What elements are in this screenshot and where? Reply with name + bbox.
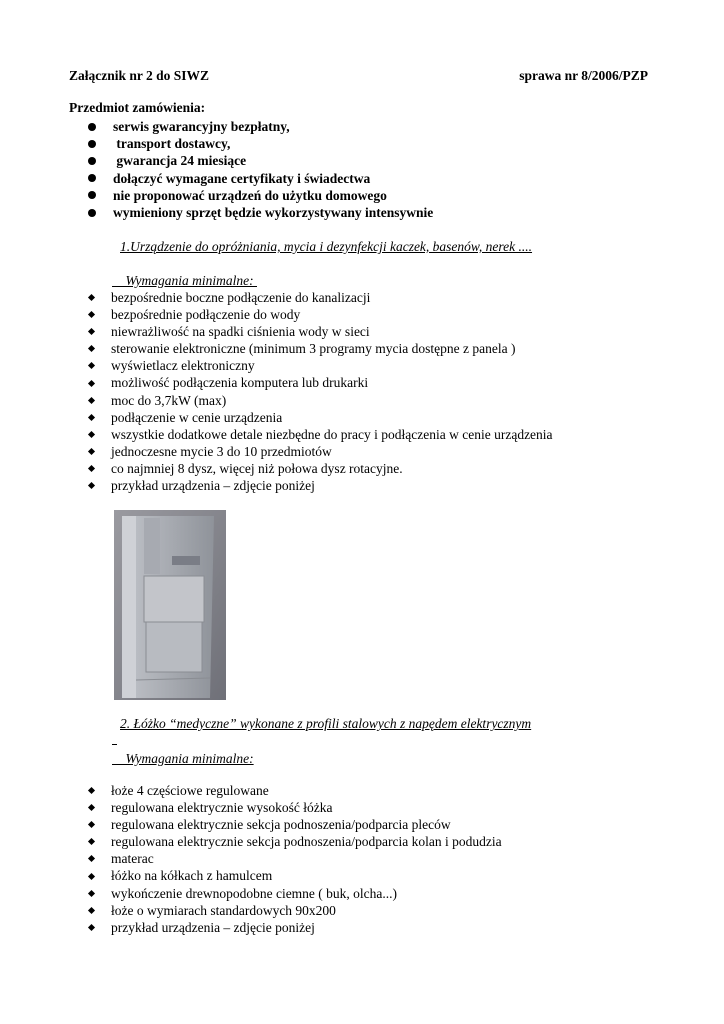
- bullet-icon: [88, 157, 96, 165]
- bullet-icon: [88, 311, 95, 318]
- list-item: niewrażliwość na spadki ciśnienia wody w sieci: [88, 323, 553, 340]
- list-item: bezpośrednie boczne podłączenie do kanalizacji: [88, 289, 553, 306]
- bullet-icon: [88, 482, 95, 489]
- subject-title: Przedmiot zamówienia:: [69, 100, 206, 115]
- section-1-title: 1.Urządzenie do opróżniania, mycia i dezynfekcji kaczek, basenów, nerek ....: [120, 239, 533, 254]
- bullet-icon: [88, 294, 95, 301]
- bullet-icon: [88, 890, 95, 897]
- bullet-icon: [88, 448, 95, 455]
- list-item: co najmniej 8 dysz, więcej niż połowa dysz rotacyjne.: [88, 460, 553, 477]
- list-item: przykład urządzenia – zdjęcie poniżej: [88, 477, 553, 494]
- list-item: wymieniony sprzęt będzie wykorzystywany intensywnie: [88, 204, 433, 221]
- list-item: materac: [88, 850, 502, 867]
- list-item: wykończenie drewnopodobne ciemne ( buk, olcha...): [88, 885, 502, 902]
- list-item: regulowana elektrycznie wysokość łóżka: [88, 799, 502, 816]
- bullet-icon: [88, 414, 95, 421]
- device-photo: [114, 510, 226, 700]
- list-item: regulowana elektrycznie sekcja podnoszenia/podparcia kolan i podudzia: [88, 833, 502, 850]
- list-item: serwis gwarancyjny bezpłatny,: [88, 118, 433, 135]
- bullet-icon: [88, 907, 95, 914]
- list-item: moc do 3,7kW (max): [88, 392, 553, 409]
- bullet-icon: [88, 397, 95, 404]
- bullet-icon: [88, 328, 95, 335]
- bullet-icon: [88, 821, 95, 828]
- section-1-requirements-label: Wymagania minimalne:: [112, 273, 257, 288]
- bullet-icon: [88, 209, 96, 217]
- list-item: gwarancja 24 miesiące: [88, 152, 433, 169]
- attachment-label: Załącznik nr 2 do SIWZ: [69, 68, 210, 83]
- bullet-icon: [88, 465, 95, 472]
- list-item: łóżko na kółkach z hamulcem: [88, 867, 502, 884]
- divider: [112, 744, 117, 745]
- list-item: transport dostawcy,: [88, 135, 433, 152]
- list-item: łoże 4 częściowe regulowane: [88, 782, 502, 799]
- bullet-icon: [88, 838, 95, 845]
- bullet-icon: [88, 379, 95, 386]
- list-item: możliwość podłączenia komputera lub drukarki: [88, 374, 553, 391]
- list-item: nie proponować urządzeń do użytku domowego: [88, 187, 433, 204]
- list-item: przykład urządzenia – zdjęcie poniżej: [88, 919, 502, 936]
- bullet-icon: [88, 804, 95, 811]
- document-header: [69, 68, 648, 84]
- general-requirements-list: [88, 118, 433, 221]
- section-2-items: [88, 782, 502, 936]
- case-number: sprawa nr 8/2006/PZP: [519, 68, 648, 83]
- list-item: dołączyć wymagane certyfikaty i świadectwa: [88, 170, 433, 187]
- bullet-icon: [88, 345, 95, 352]
- bullet-icon: [88, 431, 95, 438]
- list-item: regulowana elektrycznie sekcja podnoszenia/podparcia pleców: [88, 816, 502, 833]
- bullet-icon: [88, 362, 95, 369]
- bullet-icon: [88, 140, 96, 148]
- list-item: sterowanie elektroniczne (minimum 3 programy mycia dostępne z panela ): [88, 340, 553, 357]
- bullet-icon: [88, 924, 95, 931]
- section-2-title: 2. Łóżko “medyczne” wykonane z profili stalowych z napędem elektrycznym: [120, 716, 532, 731]
- bullet-icon: [88, 855, 95, 862]
- section-2-requirements-label: Wymagania minimalne:: [112, 751, 254, 766]
- bullet-icon: [88, 872, 95, 879]
- list-item: podłączenie w cenie urządzenia: [88, 409, 553, 426]
- list-item: łoże o wymiarach standardowych 90x200: [88, 902, 502, 919]
- bullet-icon: [88, 787, 95, 794]
- section-1-items: [88, 289, 553, 494]
- bullet-icon: [88, 174, 96, 182]
- list-item: wyświetlacz elektroniczny: [88, 357, 553, 374]
- bullet-icon: [88, 191, 96, 199]
- list-item: jednoczesne mycie 3 do 10 przedmiotów: [88, 443, 553, 460]
- bullet-icon: [88, 123, 96, 131]
- list-item: bezpośrednie podłączenie do wody: [88, 306, 553, 323]
- list-item: wszystkie dodatkowe detale niezbędne do pracy i podłączenia w cenie urządzenia: [88, 426, 553, 443]
